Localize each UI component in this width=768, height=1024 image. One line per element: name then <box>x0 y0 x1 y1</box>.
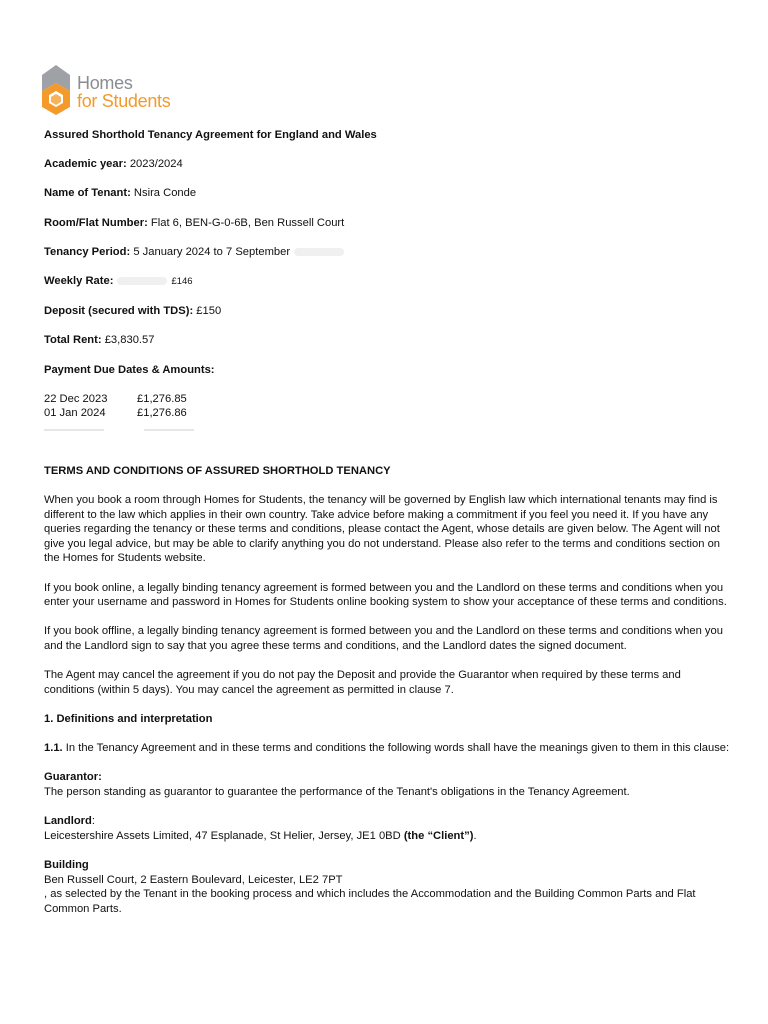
weekly-rate-value: £146 <box>171 275 193 287</box>
total-rent-value: £3,830.57 <box>101 334 155 347</box>
payment-schedule <box>44 392 734 435</box>
definition-guarantor <box>44 770 734 799</box>
logo-line-1: Homes <box>77 73 133 93</box>
room-number-field <box>44 216 734 231</box>
payment-date: 01 Jan 2024 <box>44 407 106 420</box>
intro-paragraph: When you book a room through Homes for Students, the tenancy will be governed by English law which international tenants may find is different to the law which applies in their own country. Take advice before making a commitment if you feel you need it. If you have any queries regarding the tenancy or these terms and conditions, please contact the Agent, whose details are given below. The Agent will not give you legal advice, but may be able to clarify anything you do not understand. Please also refer to the terms and conditions section on the Homes for Students website. <box>44 494 721 565</box>
cropped-payment-row <box>44 421 734 435</box>
tenancy-period-label: Tenancy Period: <box>44 245 131 258</box>
definition-term: Landlord <box>44 815 92 828</box>
payment-amount: £1,276.86 <box>137 407 187 420</box>
redacted-mark <box>294 248 344 256</box>
offline-booking-paragraph: If you book offline, a legally binding tenancy agreement is formed between you and the Landlord on these terms and conditions when you and the Landlord sign to say that you agree these terms and conditions, and the Landlord dates the signed document. <box>44 625 723 652</box>
deposit-value: £150 <box>193 305 222 318</box>
agreement-body <box>44 128 734 931</box>
payment-date: 22 Dec 2023 <box>44 392 108 405</box>
payment-row <box>44 392 734 407</box>
total-rent-label: Total Rent: <box>44 334 102 347</box>
deposit-label: Deposit (secured with TDS): <box>44 305 194 318</box>
client-label: (the “Client”) <box>403 829 474 842</box>
definition-period: . <box>473 829 477 842</box>
weekly-rate-label: Weekly Rate: <box>44 274 114 287</box>
definition-building <box>44 858 734 916</box>
definition-term: Building <box>44 858 89 871</box>
house-hexagon-logo-icon <box>42 63 76 118</box>
weekly-rate-field <box>44 274 734 290</box>
clause-number: 1.1. <box>44 742 63 755</box>
redacted-mark <box>117 277 167 285</box>
logo-line-2: for Students <box>77 91 171 111</box>
tenancy-period-field <box>44 245 734 260</box>
total-rent-field <box>44 333 734 348</box>
clause-1-1 <box>44 741 734 756</box>
definition-text: The person standing as guarantor to guarantee the performance of the Tenant's obligations in the Tenancy Agreement. <box>44 785 630 798</box>
room-number-label: Room/Flat Number: <box>44 216 148 229</box>
payment-row <box>44 406 734 421</box>
academic-year-value: 2023/2024 <box>126 158 183 171</box>
tenant-name-label: Name of Tenant: <box>44 187 131 200</box>
payment-amount: £1,276.85 <box>137 392 187 405</box>
definition-text: Leicestershire Assets Limited, 47 Esplanade, St Helier, Jersey, JE1 0BD <box>44 829 404 842</box>
cancellation-paragraph: The Agent may cancel the agreement if you do not pay the Deposit and provide the Guarantor when required by these terms and conditions (within 5 days). You may cancel the agreement as permitted in clause 7. <box>44 669 681 696</box>
building-address: Ben Russell Court, 2 Eastern Boulevard, Leicester, LE2 7PT <box>44 873 343 886</box>
logo-wordmark <box>77 74 170 110</box>
tenant-name-field <box>44 186 734 201</box>
definition-colon: : <box>91 815 95 828</box>
academic-year-label: Academic year: <box>44 158 127 171</box>
academic-year-field <box>44 157 734 172</box>
definition-landlord <box>44 814 734 843</box>
terms-heading: TERMS AND CONDITIONS OF ASSURED SHORTHOLD TENANCY <box>44 464 391 477</box>
online-booking-paragraph: If you book online, a legally binding tenancy agreement is formed between you and the Landlord on these terms and conditions when you enter your username and password in Homes for Students online booking system to show your acceptance of these terms and conditions. <box>44 581 727 609</box>
tenant-name-value: Nsira Conde <box>130 187 197 200</box>
document-title: Assured Shorthold Tenancy Agreement for England and Wales <box>44 129 377 141</box>
definition-term: Guarantor: <box>44 771 102 784</box>
clause-text: In the Tenancy Agreement and in these terms and conditions the following words shall have the meanings given to them in this clause: <box>62 742 730 755</box>
room-number-value: Flat 6, BEN-G-0-6B, Ben Russell Court <box>147 216 345 229</box>
deposit-field <box>44 304 734 319</box>
payment-schedule-heading: Payment Due Dates & Amounts: <box>44 363 215 376</box>
section-1-heading: 1. Definitions and interpretation <box>44 712 213 725</box>
definition-text: , as selected by the Tenant in the booking process and which includes the Accommodation and the Building Common Parts and Flat Common Parts. <box>44 888 696 915</box>
homes-for-students-logo <box>42 63 176 118</box>
tenancy-period-value: 5 January 2024 to 7 September <box>130 245 291 258</box>
